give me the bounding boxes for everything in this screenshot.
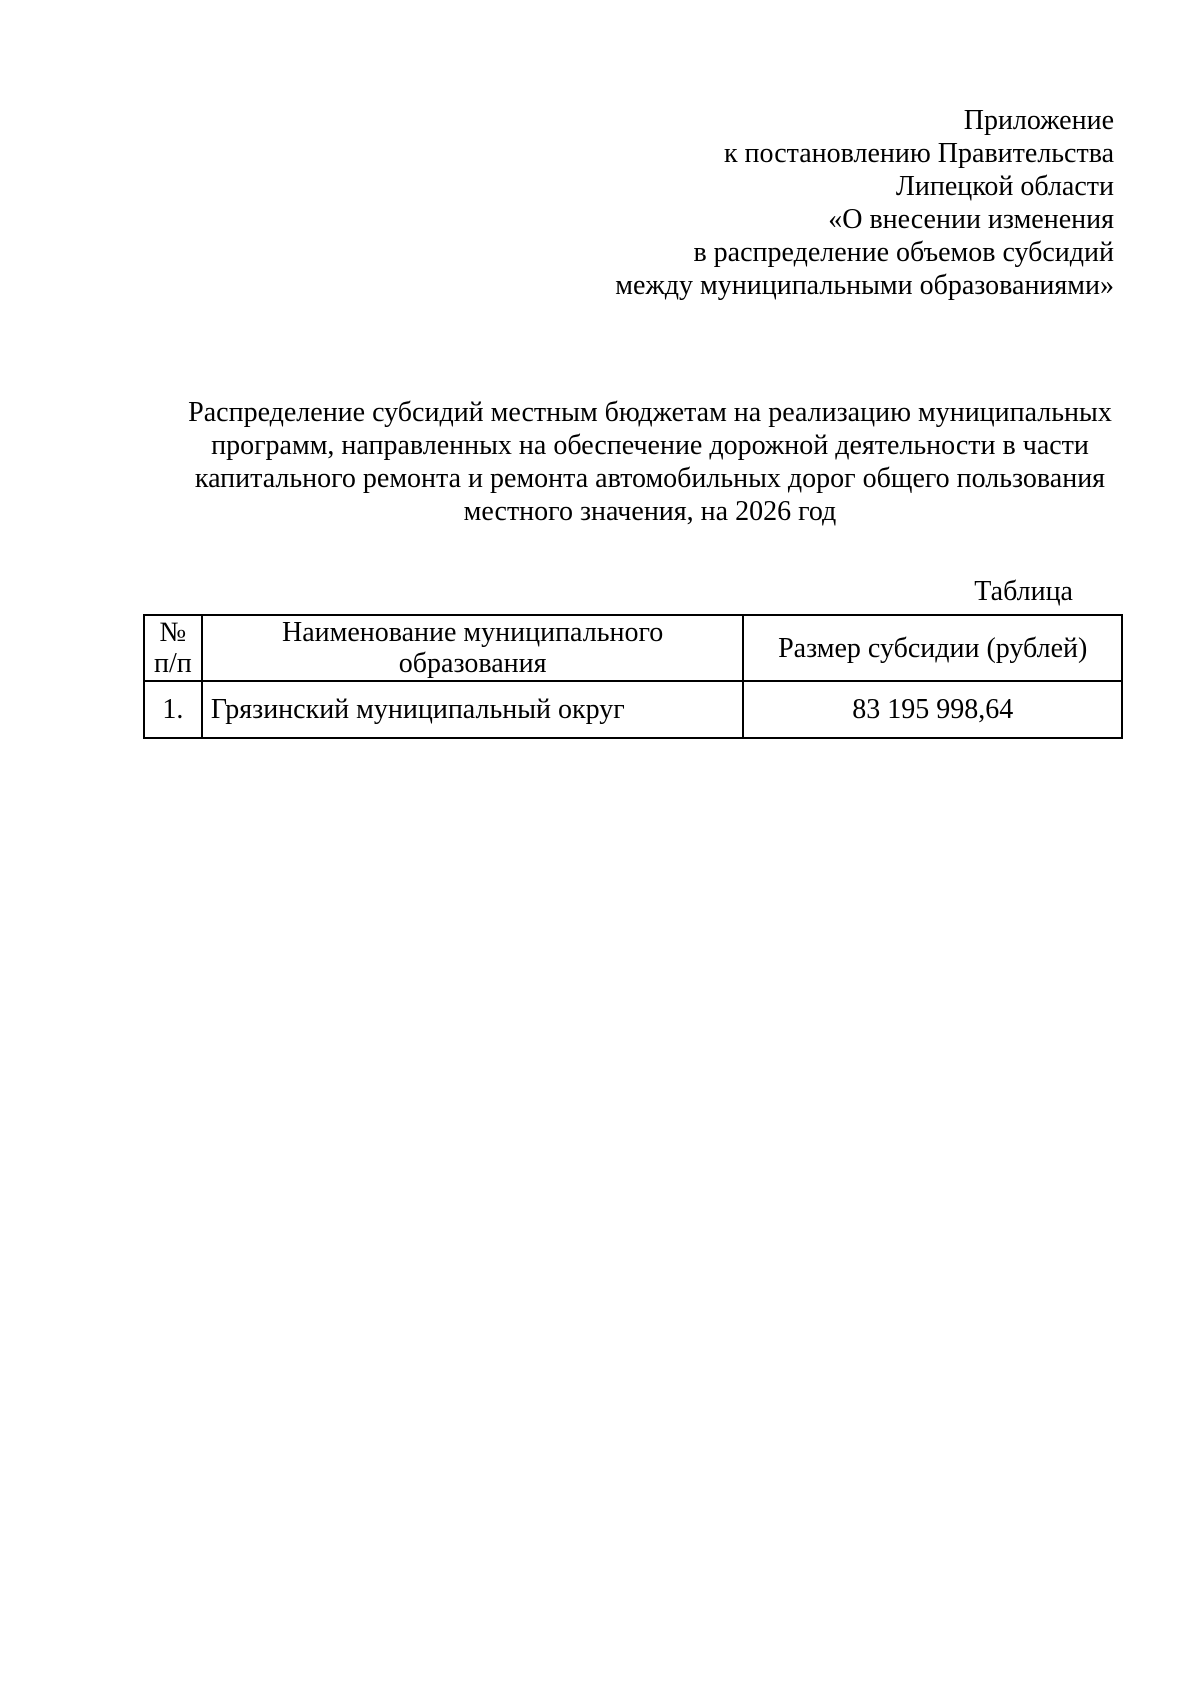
appendix-line: «О внесении изменения	[828, 204, 1114, 235]
header-name	[202, 615, 744, 681]
appendix-line: к постановлению Правительства	[723, 138, 1114, 169]
appendix-header	[414, 104, 1114, 302]
row-subsidy-amount: 83 195 998,64	[743, 681, 1122, 738]
header-name-line1: Наименование муниципального	[281, 617, 664, 648]
header-number-line2: п/п	[154, 648, 192, 679]
appendix-line: в распределение объемов субсидий	[693, 237, 1114, 268]
appendix-line: Приложение	[963, 105, 1114, 136]
title-line: капитального ремонта и ремонта автомобильных дорог общего пользования	[194, 463, 1106, 494]
title-line: Распределение субсидий местным бюджетам на реализацию муниципальных	[188, 397, 1112, 428]
appendix-line: Липецкой области	[895, 171, 1114, 202]
header-name-line2: образования	[398, 648, 547, 679]
row-number: 1.	[144, 681, 202, 738]
appendix-line: между муниципальными образованиями»	[615, 270, 1114, 301]
header-number	[144, 615, 202, 681]
subsidy-table	[143, 614, 1123, 739]
header-amount: Размер субсидии (рублей)	[743, 615, 1122, 681]
title-line: местного значения, на 2026 год	[463, 496, 837, 527]
table-row	[144, 681, 1122, 738]
title-line: программ, направленных на обеспечение дорожной деятельности в части	[211, 430, 1089, 461]
table-caption: Таблица	[974, 576, 1073, 607]
document-title	[150, 396, 1150, 528]
row-municipality-name: Грязинский муниципальный округ	[202, 681, 744, 738]
table-header-row	[144, 615, 1122, 681]
header-number-line1: №	[159, 617, 187, 648]
